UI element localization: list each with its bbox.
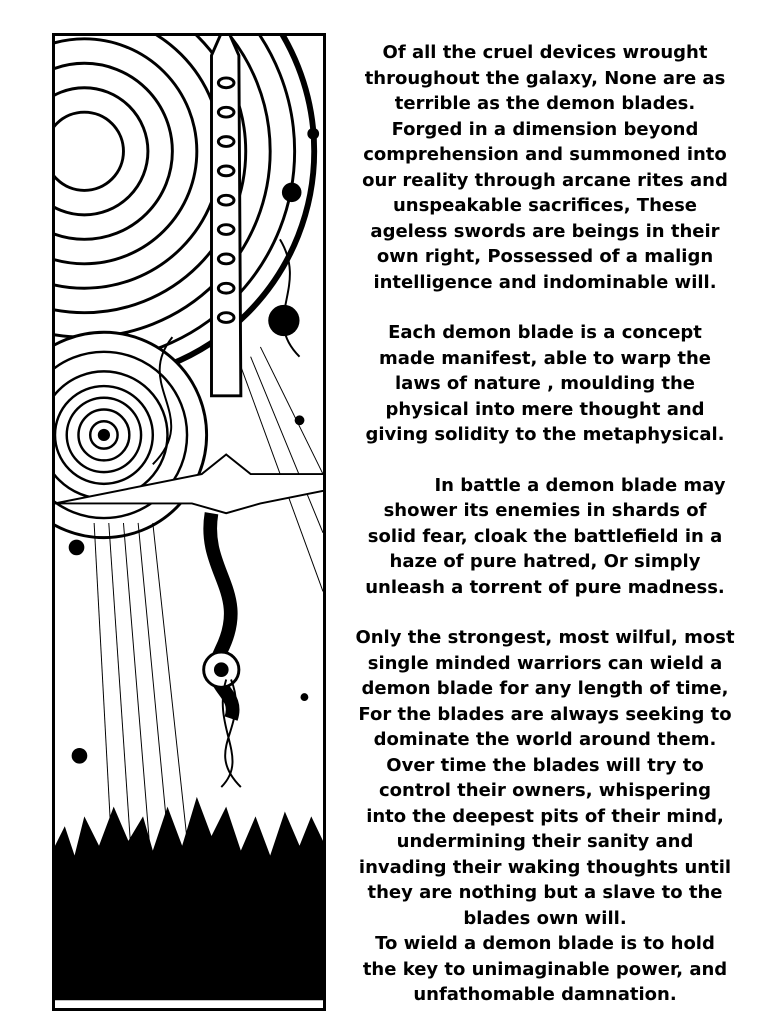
text-line: laws of nature , moulding the (395, 373, 695, 394)
text-column (348, 40, 742, 1008)
paragraph-2 (348, 320, 742, 448)
text-line: Of all the cruel devices wrought (382, 42, 708, 63)
text-line: unfathomable damnation. (413, 984, 677, 1005)
text-line: Over time the blades will try to (386, 754, 704, 776)
demon-blade-illustration (52, 33, 326, 1011)
text-line: physical into mere thought and (385, 398, 705, 420)
text-line: Only the strongest, most wilful, most (355, 627, 735, 648)
text-line: single minded warriors can wield a (367, 652, 723, 674)
text-line: ageless swords are beings in their (370, 220, 720, 242)
text-line: the key to unimaginable power, and (362, 958, 728, 980)
text-line: undermining their sanity and (396, 831, 694, 852)
illustration-svg (55, 36, 323, 1008)
text-line: control their owners, whispering (379, 780, 711, 801)
text-line: own right, Possessed of a malign (376, 246, 714, 267)
text-line: demon blade for any length of time, (361, 678, 729, 699)
text-line: comprehension and summoned into (363, 144, 727, 165)
text-line: To wield a demon blade is to hold (375, 933, 715, 954)
text-line: made manifest, able to warp the (379, 347, 711, 369)
text-line: shower its enemies in shards of (383, 500, 707, 521)
text-line: they are nothing but a slave to the (367, 882, 723, 903)
text-line: giving solidity to the metaphysical. (365, 424, 725, 445)
text-line: In battle a demon blade may (434, 474, 726, 496)
text-line: dominate the world around them. (373, 729, 717, 750)
text-line: into the deepest pits of their mind, (366, 805, 724, 827)
text-line: blades own will. (463, 907, 627, 929)
text-line: For the blades are always seeking to (358, 703, 732, 725)
text-line: our reality through arcane rites and (362, 169, 728, 191)
text-line: haze of pure hatred, Or simply (389, 551, 701, 572)
text-line: invading their waking thoughts until (358, 856, 732, 878)
text-line: terrible as the demon blades. (394, 93, 696, 114)
text-line: throughout the galaxy, None are as (364, 67, 726, 89)
paragraph-1 (348, 40, 742, 295)
text-line: intelligence and indominable will. (373, 271, 717, 293)
text-line: Each demon blade is a concept (388, 322, 702, 343)
text-line: solid fear, cloak the battlefield in a (367, 525, 723, 547)
text-line: unleash a torrent of pure madness. (365, 576, 725, 598)
paragraph-3 (348, 473, 742, 601)
text-line: Forged in a dimension beyond (391, 118, 699, 140)
paragraph-4 (348, 625, 742, 1008)
text-line: unspeakable sacrifices, These (392, 195, 698, 216)
